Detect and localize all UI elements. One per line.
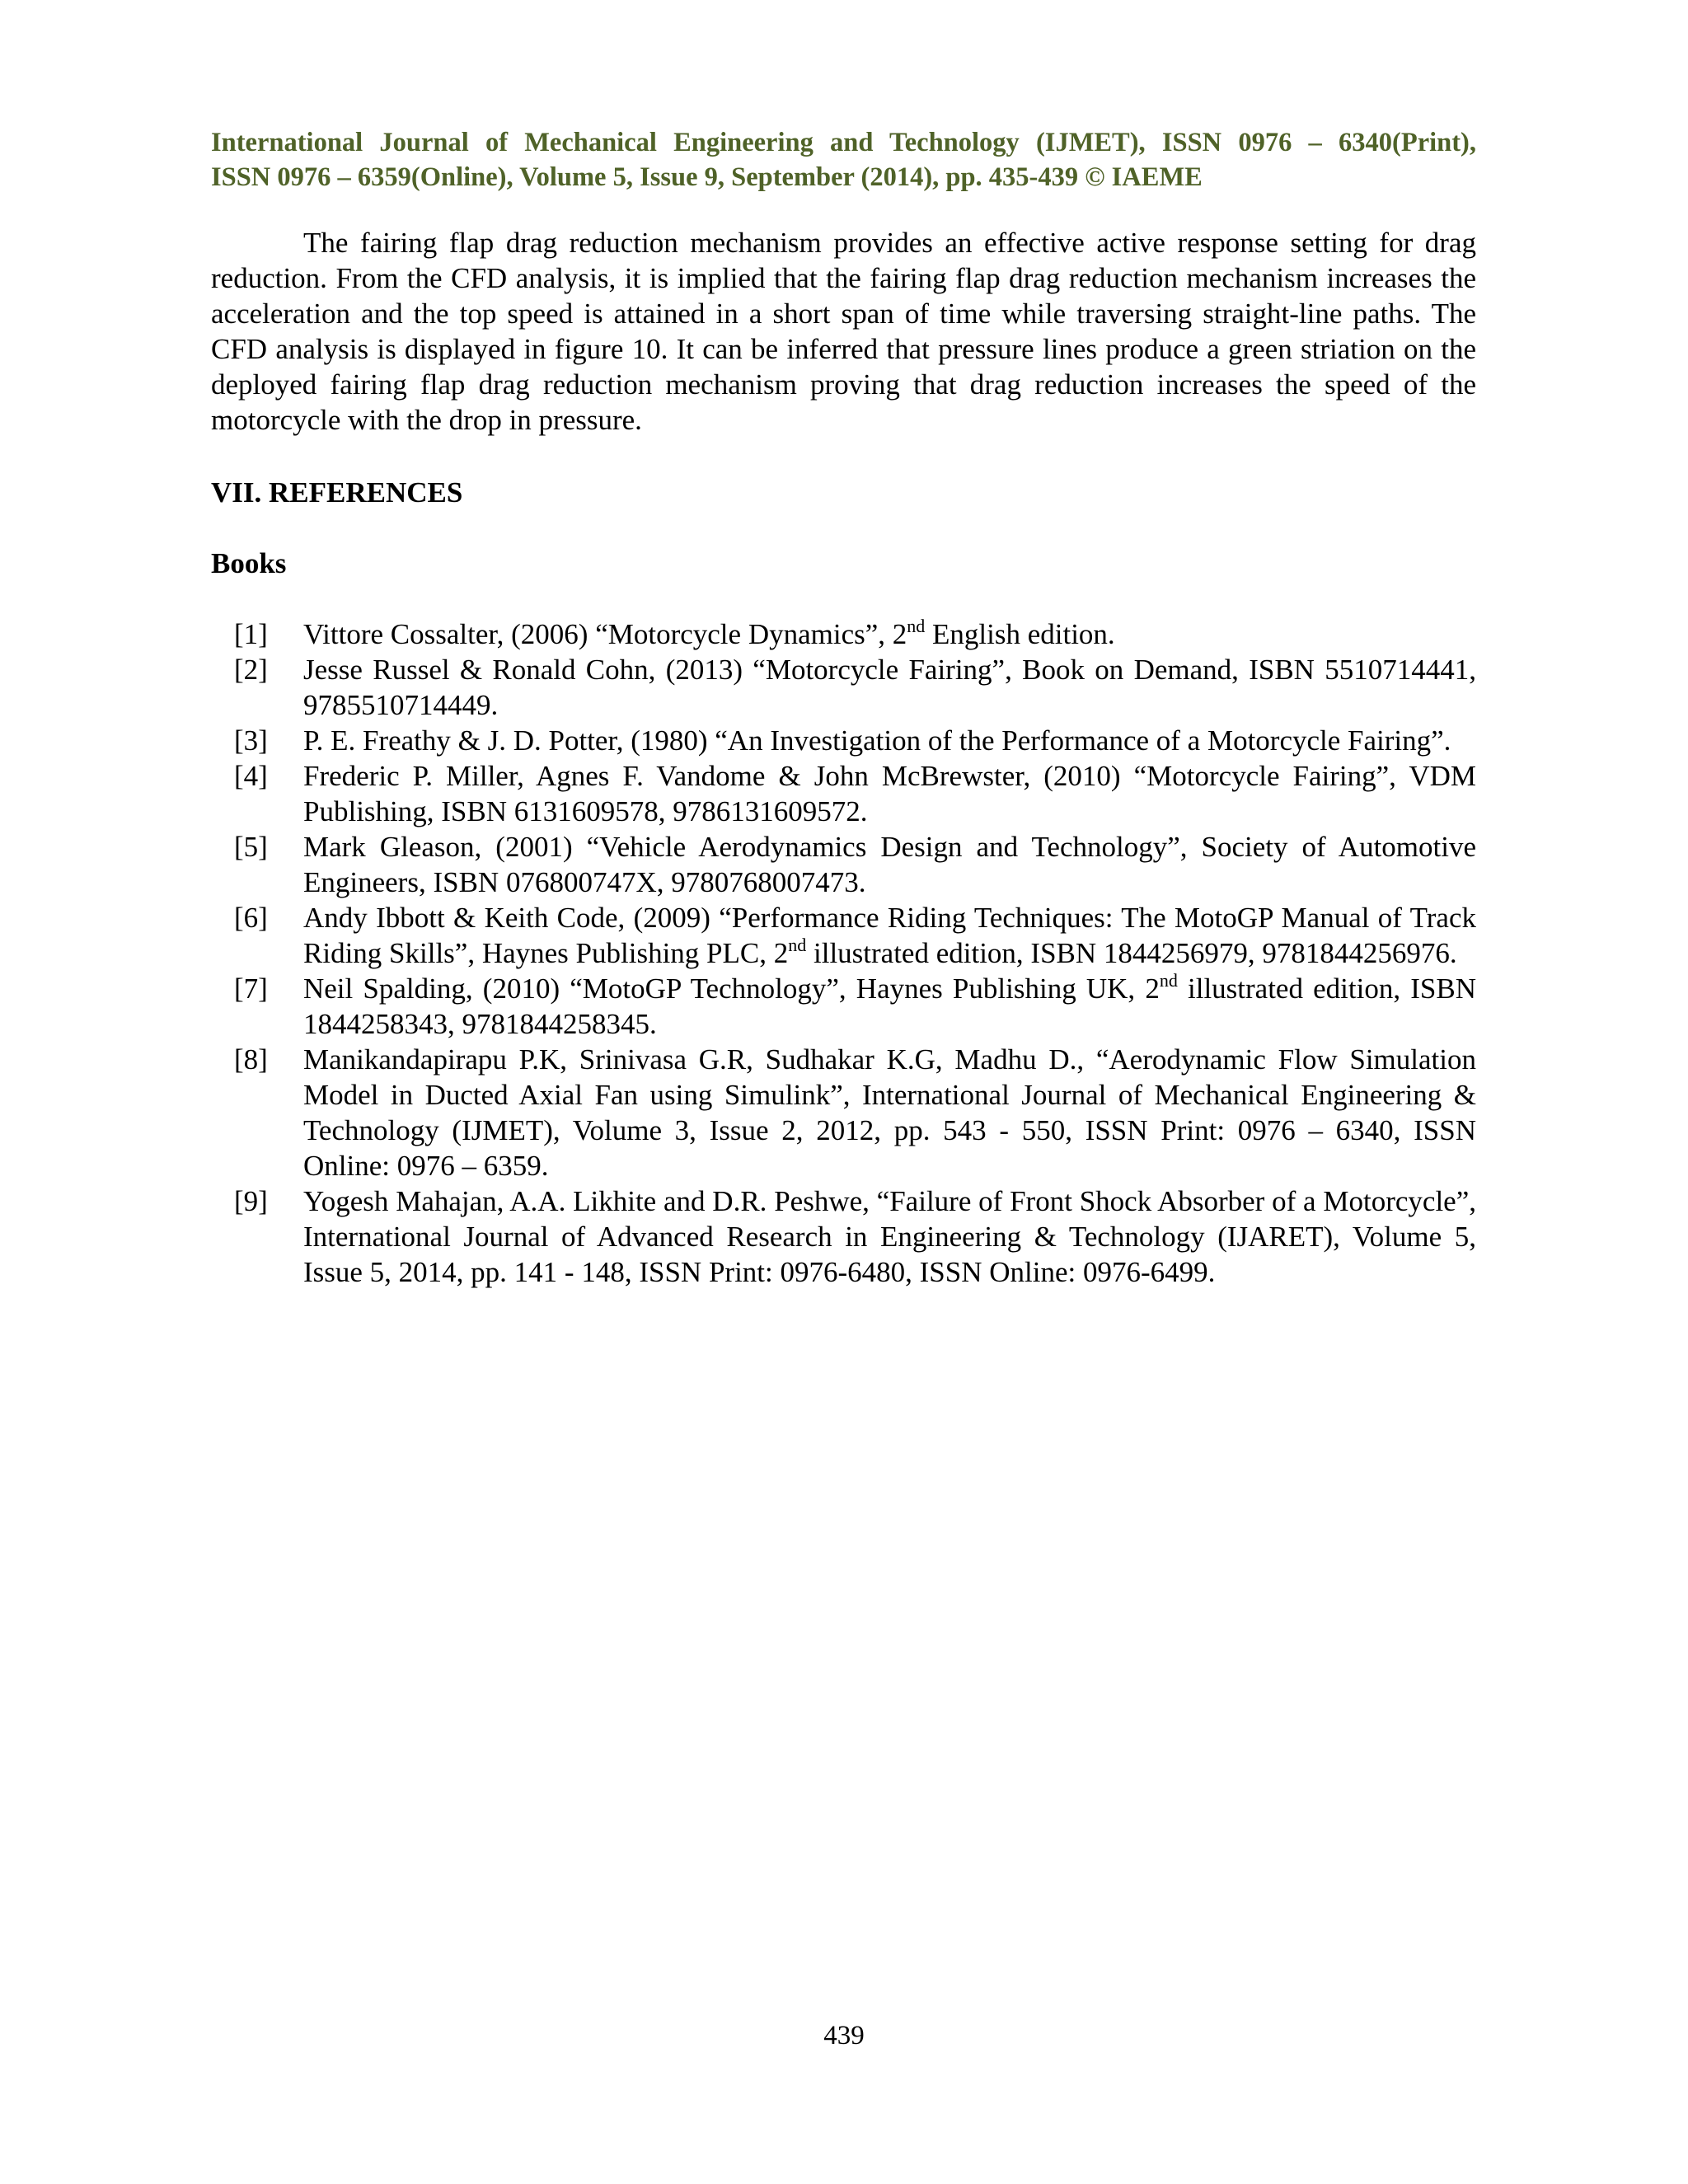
reference-text: Jesse Russel & Ronald Cohn, (2013) “Motorcycle Fairing”, Book on Demand, ISBN 5510714441, 9785510714449. bbox=[303, 654, 1476, 721]
page-number: 439 bbox=[823, 2021, 865, 2050]
reference-number: [2] bbox=[234, 654, 268, 686]
reference-text: Frederic P. Miller, Agnes F. Vandome & John McBrewster, (2010) “Motorcycle Fairing”, VDM Publishing, ISBN 6131609578, 9786131609572. bbox=[303, 760, 1476, 827]
ordinal-superscript: nd bbox=[907, 616, 926, 636]
reference-text: Manikandapirapu P.K, Srinivasa G.R, Sudhakar K.G, Madhu D., “Aerodynamic Flow Simulation Model in Ducted Axial Fan using Simulink”, International Journal of Mechanical Engineering & Technology (IJMET), Volume 3, Issue 2, 2012, pp. 543 - 550, ISSN Print: 0976 – 6340, ISSN Online: 0976 – 6359. bbox=[303, 1043, 1476, 1182]
reference-text-continued: illustrated edition, ISBN 1844258343, 9781844258345. bbox=[303, 972, 1476, 1040]
ordinal-superscript: nd bbox=[1159, 970, 1178, 991]
reference-text: P. E. Freathy & J. D. Potter, (1980) “An Investigation of the Performance of a Motorcycle Fairing”. bbox=[303, 724, 1451, 757]
reference-number: [1] bbox=[234, 618, 268, 650]
reference-text-continued: illustrated edition, ISBN 1844256979, 9781844256976. bbox=[806, 937, 1457, 969]
reference-item-1 bbox=[211, 616, 1476, 652]
subsection-heading-books: Books bbox=[211, 547, 287, 579]
reference-number: [7] bbox=[234, 972, 268, 1005]
journal-header-line-1: International Journal of Mechanical Engineering and Technology (IJMET), ISSN 0976 – 6340(Print), bbox=[211, 128, 1476, 157]
journal-header bbox=[211, 125, 1476, 194]
reference-item-4 bbox=[211, 758, 1476, 829]
reference-item-9 bbox=[211, 1183, 1476, 1290]
reference-item-6 bbox=[211, 900, 1476, 971]
reference-text: Mark Gleason, (2001) “Vehicle Aerodynamics Design and Technology”, Society of Automotive Engineers, ISBN 076800747X, 9780768007473. bbox=[303, 831, 1476, 898]
reference-number: [5] bbox=[234, 831, 268, 863]
reference-list bbox=[211, 616, 1476, 1290]
reference-text-continued: English edition. bbox=[925, 618, 1115, 650]
reference-number: [6] bbox=[234, 902, 268, 934]
section-heading-references: VII. REFERENCES bbox=[211, 476, 463, 509]
reference-number: [9] bbox=[234, 1185, 268, 1217]
reference-text: Neil Spalding, (2010) “MotoGP Technology”, Haynes Publishing UK, 2 bbox=[303, 972, 1160, 1005]
ordinal-superscript: nd bbox=[788, 935, 807, 955]
reference-number: [8] bbox=[234, 1043, 268, 1076]
body-paragraph: The fairing flap drag reduction mechanism provides an effective active response setting for drag reduction. From the CFD analysis, it is implied that the fairing flap drag reduction mechanism increases the acceleration and the top speed is attained in a short span of time while traversing straight-line paths. The CFD analysis is displayed in figure 10. It can be inferred that pressure lines produce a green striation on the deployed fairing flap drag reduction mechanism proving that drag reduction increases the speed of the motorcycle with the drop in pressure. bbox=[211, 227, 1476, 436]
reference-item-8 bbox=[211, 1042, 1476, 1183]
reference-item-5 bbox=[211, 829, 1476, 900]
journal-header-line-2: ISSN 0976 – 6359(Online), Volume 5, Issue 9, September (2014), pp. 435-439 © IAEME bbox=[211, 162, 1203, 192]
reference-item-7 bbox=[211, 971, 1476, 1042]
reference-number: [3] bbox=[234, 724, 268, 757]
reference-text: Vittore Cossalter, (2006) “Motorcycle Dynamics”, 2 bbox=[303, 618, 907, 650]
reference-item-2 bbox=[211, 652, 1476, 723]
reference-text: Yogesh Mahajan, A.A. Likhite and D.R. Peshwe, “Failure of Front Shock Absorber of a Motorcycle”, International Journal of Advanced Research in Engineering & Technology (IJARET), Volume 5, Issue 5, 2014, pp. 141 - 148, ISSN Print: 0976-6480, ISSN Online: 0976-6499. bbox=[303, 1185, 1476, 1288]
reference-text: Andy Ibbott & Keith Code, (2009) “Performance Riding Techniques: The MotoGP Manual of Track Riding Skills”, Haynes Publishing PLC, 2 bbox=[303, 902, 1476, 969]
reference-item-3 bbox=[211, 723, 1476, 758]
reference-number: [4] bbox=[234, 760, 268, 792]
